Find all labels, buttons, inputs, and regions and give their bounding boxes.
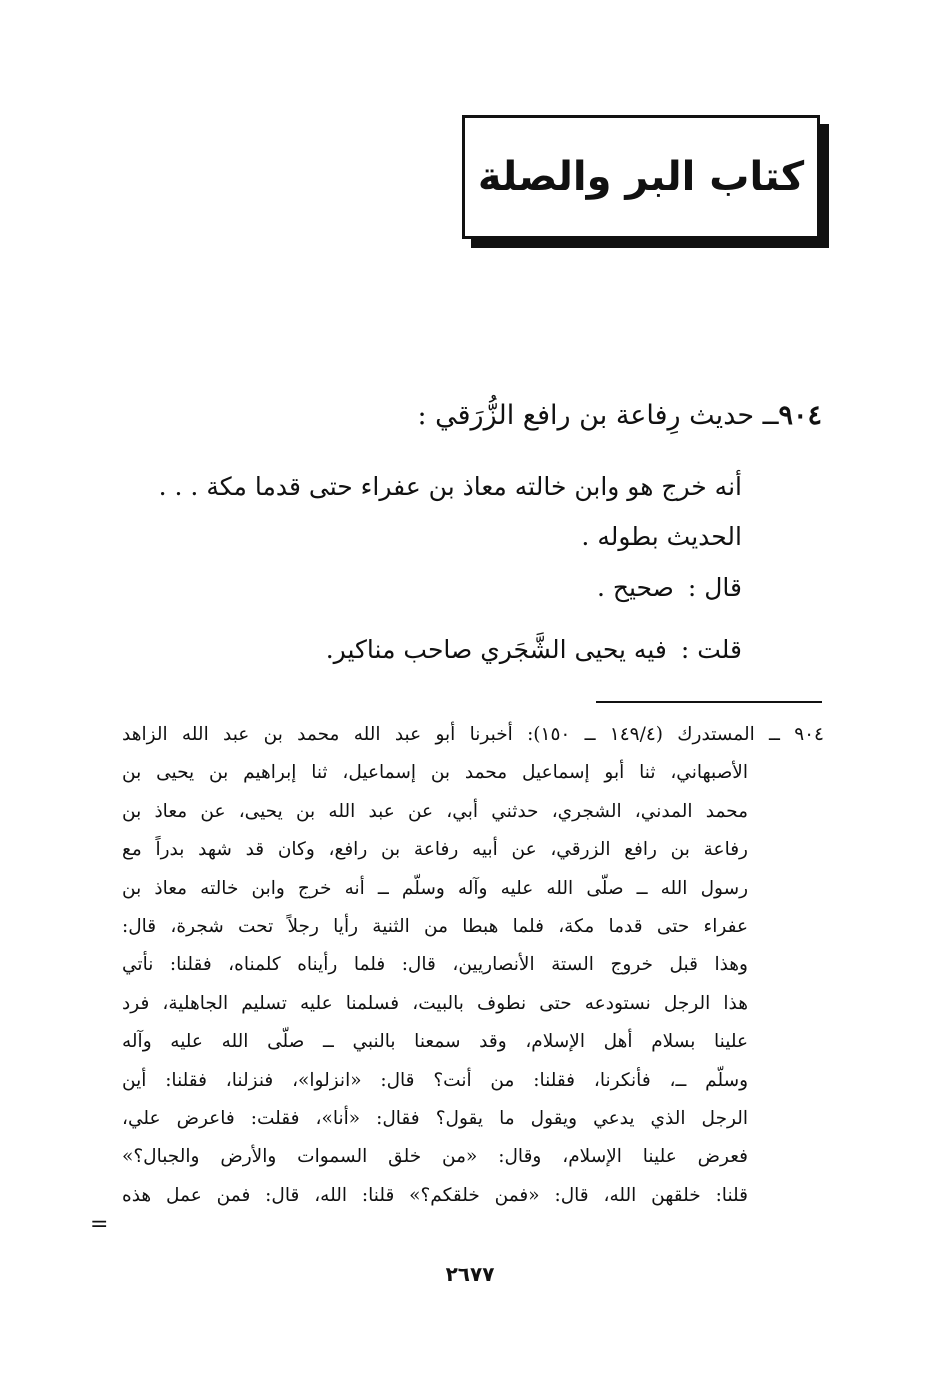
- footnote-line: الأصبهاني، ثنا أبو إسماعيل محمد بن إسماعيل، ثنا إبراهيم بن يحيى بن: [122, 762, 748, 784]
- footnote-line: وسلّم ــ، فأنكرنا، فقلنا: من أنت؟ قال: «انزلوا»، فنزلنا، فقلنا: أين: [122, 1069, 748, 1091]
- comment-line: [110, 628, 742, 672]
- hadith-title: حديث رِفاعة بن رافع الزُّرَقي :: [417, 400, 755, 431]
- hadith-number: ٩٠٤: [778, 400, 822, 431]
- footnote-line: وهذا قبل خروج الستة الأنصاريين، قال: فلما رأيناه كلمناه، فقلنا: نأتي: [122, 954, 748, 976]
- hadith-heading: [110, 400, 822, 431]
- grading-label: قال :: [687, 573, 742, 602]
- footnote-line: علينا بسلام أهل الإسلام، وقد سمعنا بالنبي ــ صلّى الله عليه وآله: [122, 1031, 748, 1053]
- narration-line: أنه خرج هو وابن خالته معاذ بن عفراء حتى قدما مكة . . .: [158, 472, 742, 501]
- footnote-line: هذا الرجل نستودعه حتى نطوف بالبيت، فسلمنا عليه تسليم الجاهلية، فرد: [122, 992, 748, 1014]
- footnote-line: ٩٠٤ ــ المستدرك (١٤٩/٤ ــ ١٥٠): أخبرنا أبو عبد الله محمد بن عبد الله الزاهد: [122, 724, 824, 745]
- narration-line: الحديث بطوله .: [581, 522, 742, 551]
- hadith-narration: [110, 462, 742, 562]
- chapter-title-box: [462, 115, 820, 239]
- page-number: ٢٦٧٧: [445, 1262, 495, 1286]
- continuation-mark: =: [90, 1212, 109, 1237]
- footnote-line: محمد المدني، الشجري، حدثني أبي، عن عبد الله بن يحيى، عن معاذ بن: [122, 800, 748, 822]
- footnote-line: رفاعة بن رافع الزرقي، عن أبيه رفاعة بن رافع، وكان قد شهد بدراً مع: [122, 839, 748, 861]
- footnote-line: فعرض علينا الإسلام، وقال: «من خلق السموات والأرض والجبال؟»: [122, 1146, 748, 1168]
- comment-label: قلت :: [680, 635, 742, 664]
- grading-text: صحيح .: [596, 573, 674, 602]
- grading-line: [110, 566, 742, 610]
- footnote-line: رسول الله ــ صلّى الله عليه وآله وسلّم ــ أنه خرج وابن خالته معاذ بن: [122, 877, 748, 899]
- comment-text: فيه يحيى الشَّجَري صاحب مناكير.: [325, 635, 667, 664]
- footnote-line: الرجل الذي يدعي ويقول ما يقول؟ فقال: «أنا»، فقلت: فاعرض علي،: [122, 1107, 748, 1129]
- hadith-dash: ــ: [762, 400, 779, 431]
- footnote-separator: [596, 701, 822, 703]
- chapter-title: كتاب البر والصلة: [477, 154, 805, 200]
- footnote-line: عفراء حتى قدما مكة، فلما هبطا من الثنية رأيا رجلاً تحت شجرة، قال:: [122, 915, 748, 937]
- footnote-line: قلنا: خلقهن الله، قال: «فمن خلقكم؟» قلنا: الله، قال: فمن عمل هذه: [122, 1184, 748, 1206]
- footnote: [122, 716, 824, 1215]
